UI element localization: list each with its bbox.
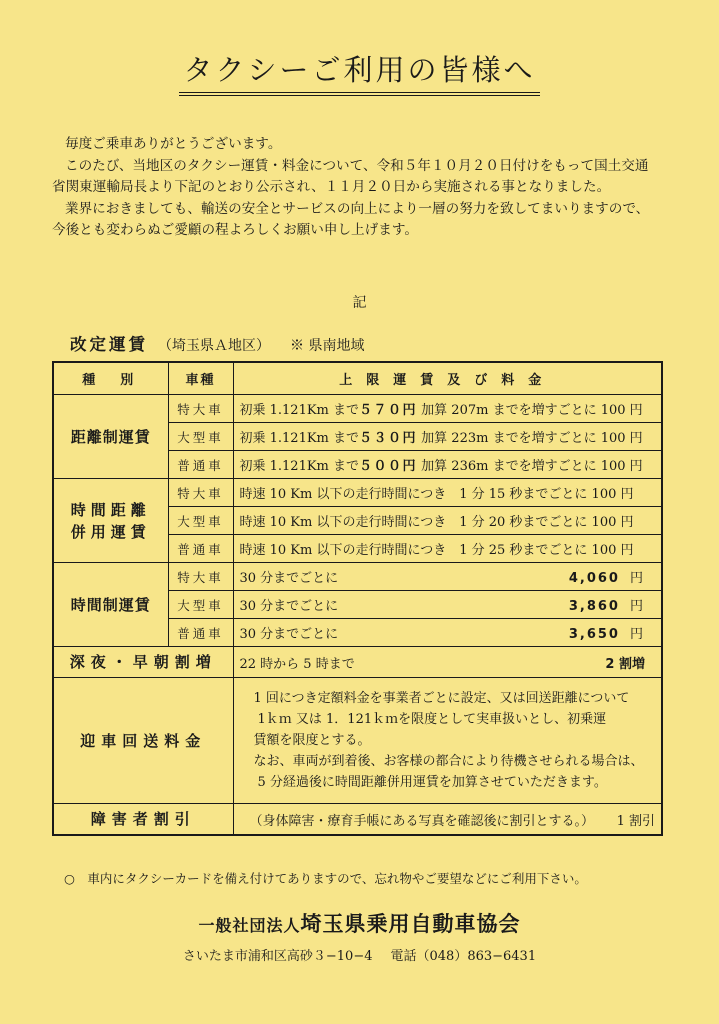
car-type: 特大車 bbox=[168, 479, 233, 507]
table-row bbox=[53, 479, 662, 507]
table-row bbox=[53, 563, 662, 591]
fare-amount: 4,060 円 bbox=[568, 571, 645, 586]
fare-amount: 3,650 円 bbox=[568, 627, 645, 642]
fare-desc: 30 分までごとに 3,650 円 bbox=[233, 619, 662, 647]
fare-amount: ５７０円 bbox=[359, 403, 418, 418]
night-surcharge: 2 割増 bbox=[605, 656, 645, 672]
car-type: 普通車 bbox=[168, 535, 233, 563]
header-category: 種 別 bbox=[53, 362, 168, 395]
fare-desc: 初乗 1.121Km まで５３０円 加算 223m までを増すごとに 100 円 bbox=[233, 423, 662, 451]
car-type: 大型車 bbox=[168, 423, 233, 451]
pickup-description: 1 回につき定額料金を事業者ごとに設定、又は回送距離について 1ｋｍ 又は 1．121ｋｍを限度として実車扱いとし、初乗運 賃額を限度とする。 なお、車両が到着後、お客様の都合により待機させられる場合は、 5 分経過後に時間距離併用運賃を加算させていただきます。 bbox=[233, 678, 662, 804]
category-time-distance: 時間距離 併用運賃 bbox=[53, 479, 168, 563]
car-type: 大型車 bbox=[168, 591, 233, 619]
car-type: 特大車 bbox=[168, 563, 233, 591]
intro-notice-line-1: このたび、当地区のタクシー運賃・料金について、令和５年１０月２０日付けをもって国土交通 bbox=[65, 157, 649, 174]
category-distance: 距離制運賃 bbox=[53, 395, 168, 479]
header-fare: 上限運賃及び料金 bbox=[233, 362, 662, 395]
fare-desc: 時速 10 Km 以下の走行時間につき 1 分 15 秒までごとに 100 円 bbox=[233, 479, 662, 507]
intro-text bbox=[52, 134, 672, 242]
fare-desc: 30 分までごとに 4,060 円 bbox=[233, 563, 662, 591]
intro-closing-line-2: 今後とも変わらぬご愛顧の程よろしくお願い申し上げます。 bbox=[52, 222, 418, 238]
category-disabled: 障害者割引 bbox=[53, 804, 233, 836]
fare-desc: （身体障害・療育手帳にある写真を確認後に割引とする。） 1 割引 bbox=[233, 804, 662, 836]
car-type: 普通車 bbox=[168, 619, 233, 647]
table-row bbox=[53, 395, 662, 423]
fare-amount: 3,860 円 bbox=[568, 599, 645, 614]
category-night: 深夜・早朝割増 bbox=[53, 647, 233, 678]
category-time: 時間制運賃 bbox=[53, 563, 168, 647]
table-header-row bbox=[53, 362, 662, 395]
phone-number: 電話（048）863−6431 bbox=[390, 949, 537, 964]
page-title: タクシーご利用の皆様へ bbox=[0, 48, 719, 96]
header-car: 車種 bbox=[168, 362, 233, 395]
category-pickup: 迎車回送料金 bbox=[53, 678, 233, 804]
disabled-discount: 1 割引 bbox=[616, 813, 655, 829]
fare-table bbox=[52, 361, 663, 836]
section-heading bbox=[70, 331, 364, 355]
car-type: 大型車 bbox=[168, 507, 233, 535]
fare-desc: 初乗 1.121Km まで５７０円 加算 207m までを増すごとに 100 円 bbox=[233, 395, 662, 423]
fare-desc: 時速 10 Km 以下の走行時間につき 1 分 20 秒までごとに 100 円 bbox=[233, 507, 662, 535]
intro-notice-line-2: 省関東運輸局長より下記のとおり公示され、１１月２０日から実施される事となりました。 bbox=[52, 179, 611, 195]
section-title: 改定運賃 bbox=[70, 335, 148, 354]
fare-desc: 22 時から 5 時まで 2 割増 bbox=[233, 647, 662, 678]
table-row bbox=[53, 804, 662, 836]
ki-heading: 記 bbox=[352, 295, 367, 311]
fare-desc: 初乗 1.121Km まで５００円 加算 236m までを増すごとに 100 円 bbox=[233, 451, 662, 479]
table-row bbox=[53, 678, 662, 804]
organization-address: さいたま市浦和区高砂３−10−4 電話（048）863−6431 bbox=[182, 949, 537, 964]
section-region: （埼玉県Ａ地区） bbox=[158, 338, 270, 354]
taxi-card-note: ○ 車内にタクシーカードを備え付けてありますので、忘れ物やご要望などにご利用下さい。 bbox=[64, 871, 587, 886]
intro-greeting: 毎度ご乗車ありがとうございます。 bbox=[65, 136, 282, 152]
fare-amount: ５３０円 bbox=[359, 431, 418, 446]
intro-closing-line-1: 業界におきましても、輸送の安全とサービスの向上により一層の努力を致してまいりますので、 bbox=[65, 200, 650, 217]
car-type: 特大車 bbox=[168, 395, 233, 423]
fare-amount: ５００円 bbox=[359, 459, 418, 474]
car-type: 普通車 bbox=[168, 451, 233, 479]
fare-desc: 30 分までごとに 3,860 円 bbox=[233, 591, 662, 619]
table-row bbox=[53, 647, 662, 678]
section-area-note: ※ 県南地域 bbox=[290, 338, 365, 354]
organization-name: 一般社団法人埼玉県乗用自動車協会 bbox=[198, 912, 521, 936]
fare-desc: 時速 10 Km 以下の走行時間につき 1 分 25 秒までごとに 100 円 bbox=[233, 535, 662, 563]
